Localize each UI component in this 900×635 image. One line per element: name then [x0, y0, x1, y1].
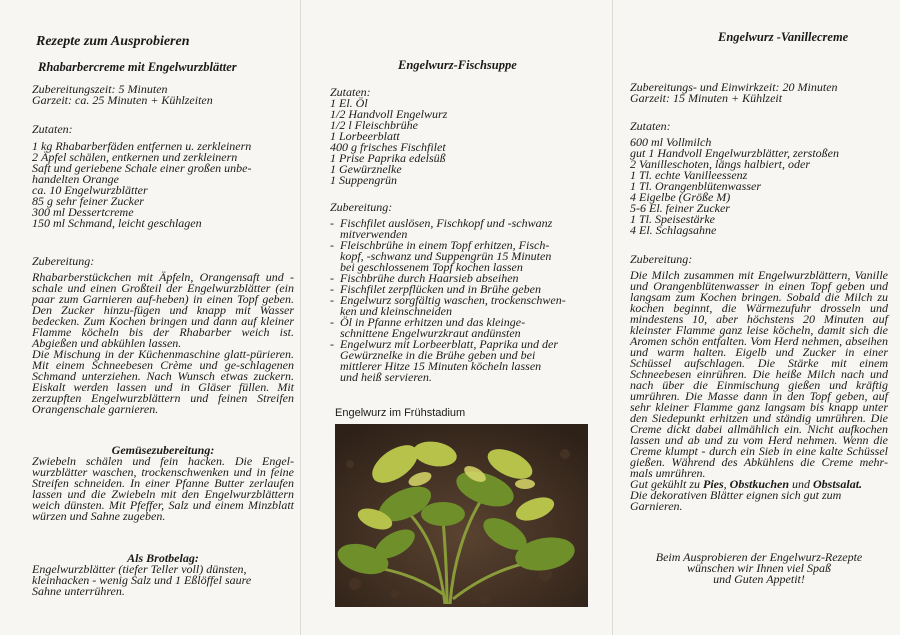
ingredient-line: Saft und geriebene Schale einer großen unbe- — [32, 161, 252, 175]
ingredient-line: 600 ml Vollmilch — [630, 135, 712, 149]
ingredient-line: gut 1 Handvoll Engelwurzblätter, zerstoßen — [630, 146, 839, 160]
recipe3-time-line: Zubereitungs- und Einwirkzeit: 20 Minuten — [630, 80, 838, 94]
angelica-plant-photo — [335, 424, 588, 607]
ingredient-line: handelten Orange — [32, 172, 119, 186]
recipe3-ingredients — [630, 121, 888, 236]
vegetable-heading: Gemüsezubereitung: — [111, 443, 215, 457]
recipe3-ingredients-heading: Zutaten: — [630, 119, 671, 133]
recipe2-prep-heading: Zubereitung: — [330, 200, 393, 214]
bread-line: Engelwurzblätter (tiefer Teller voll) dünsten, — [32, 562, 247, 576]
recipe3-prep-text: Die Milch zusammen mit Engelwurzblättern, Vanille und Orangenblütenwasser in einen Topf geben und langsam zum Kochen bringen. Sobald die Milch zu kochen beginnt, die Wärmezufuhr drosseln und mindestens 10, aber höchstens 20 Minuten auf kleinster Flamme ganz leise köcheln, damit sich die Aromen schön entfalten. Vom Herd nehmen, abseihen und warm halten. Eigelb und Zucker in einer Schüssel aufschlagen. Die Stärke mit einem Schneebesen einrühren. Die heiße Milch nach und nach über die Einmischung gießen und kräftig umrühren. Die Masse dann in den Topf geben, auf sehr kleiner Flamme ganz langsam bis knapp unter den Siedepunkt erhitzen und ständig umrühren. Die Creme dickt dabei allmählich ein. Nicht aufkochen lassen und ab und zu vom Herd nehmen. Wenn die Creme klumpt - durch ein Sieb in eine kalte Schüssel gießen. Während des Abkühlens die Creme mehr-mals umrühren. — [630, 268, 888, 480]
ingredient-line: 1 El. Öl — [330, 96, 368, 110]
step-item: - Fischfilet auslösen, Fischkopf und -schwanz mitverwenden — [330, 218, 592, 240]
ingredient-line: 1 Prise Paprika edelsüß — [330, 151, 446, 165]
step-item: - Fischbrühe durch Haarsieb abseihen — [330, 273, 592, 284]
recipe1-prep-heading: Zubereitung: — [32, 254, 95, 268]
farewell-line: wünschen wir Ihnen viel Spaß — [687, 561, 831, 575]
farewell-note — [630, 552, 888, 585]
bread-heading: Als Brotbelag: — [127, 551, 199, 565]
recipe3-title: Engelwurz -Vanillecreme — [718, 30, 849, 44]
fold-line-right — [612, 0, 613, 635]
recipe3-closing-line: Garnieren. — [630, 499, 683, 513]
recipe1-bread-topping — [32, 553, 294, 597]
recipe2-ingredients-heading: Zutaten: — [330, 85, 371, 99]
step-item: - Engelwurz sorgfältig waschen, trockenschwen- ken und kleinschneiden — [330, 295, 592, 317]
ingredient-line: 1 Tl. echte Vanilleessenz — [630, 168, 748, 182]
ingredient-line: 2 Vanilleschoten, längs halbiert, oder — [630, 157, 810, 171]
step-item: - Öl in Pfanne erhitzen und das kleinge- schnittene Engelwurzkraut andünsten — [330, 317, 592, 339]
recipe3-serving-line: Gut gekühlt zu Pies, Obstkuchen und Obstsalat. — [630, 477, 863, 491]
recipe2-steps — [330, 218, 592, 383]
ingredient-line: 1/2 Handvoll Engelwurz — [330, 107, 448, 121]
ingredient-line: 5-6 El. feiner Zucker — [630, 201, 730, 215]
recipe2-ingredients — [330, 87, 592, 186]
ingredient-line: 4 El. Schlagsahne — [630, 223, 717, 237]
recipe1-time-line: Garzeit: ca. 25 Minuten + Kühlzeiten — [32, 93, 213, 107]
fold-line-left — [300, 0, 301, 635]
ingredient-line: 150 ml Schmand, leicht geschlagen — [32, 216, 202, 230]
bread-line: kleinhacken - wenig Salz und 1 Eßlöffel saure — [32, 573, 252, 587]
ingredient-line: 4 Eigelbe (Größe M) — [630, 190, 731, 204]
plant-illustration — [335, 424, 588, 607]
recipe1-vegetable — [32, 445, 294, 522]
recipe3-preparation — [630, 254, 888, 512]
ingredient-line: 1 Tl. Speisestärke — [630, 212, 715, 226]
recipe1-times — [32, 84, 294, 106]
ingredient-line: 1 Gewürznelke — [330, 162, 402, 176]
ingredient-line: 2 Äpfel schälen, entkernen und zerkleinern — [32, 150, 238, 164]
page-title: Rezepte zum Ausprobieren — [36, 34, 190, 49]
recipe3-times — [630, 82, 888, 104]
ingredient-line: 300 ml Dessertcreme — [32, 205, 134, 219]
ingredient-line: 85 g sehr feiner Zucker — [32, 194, 144, 208]
ingredient-line: 1 Tl. Orangenblütenwasser — [630, 179, 762, 193]
recipe1-ingredients-heading: Zutaten: — [32, 122, 73, 136]
recipe3-time-line: Garzeit: 15 Minuten + Kühlzeit — [630, 91, 783, 105]
ingredient-line: ca. 10 Engelwurzblätter — [32, 183, 148, 197]
ingredient-line: 1 Lorbeerblatt — [330, 129, 400, 143]
farewell-line: und Guten Appetit! — [713, 572, 805, 586]
recipe1-title: Rhabarbercreme mit Engelwurzblätter — [38, 60, 237, 74]
ingredient-line: 1/2 l Fleischbrühe — [330, 118, 418, 132]
farewell-line: Beim Ausprobieren der Engelwurz-Rezepte — [655, 550, 863, 564]
recipe1-time-line: Zubereitungszeit: 5 Minuten — [32, 82, 168, 96]
vegetable-text: Zwiebeln schälen und fein hacken. Die Engel-wurzblätter waschen, trockenschwenken und in feine Streifen schneiden. In einer Pfanne Butter zerlaufen lassen und die Zwiebeln mit den Engelwurzblättern weich dünsten. Mit Pfeffer, Salz und einem Minzblatt würzen und Sahne zugeben. — [32, 454, 294, 523]
step-item: - Engelwurz mit Lorbeerblatt, Paprika und der Gewürznelke in die Brühe geben und bei mittlerer Hitze 15 Minuten köcheln lassen und heiß servieren. — [330, 339, 592, 383]
ingredient-line: 1 kg Rhabarberfäden entfernen u. zerkleinern — [32, 139, 252, 153]
recipe1-prep-paragraph: Rhabarberstückchen mit Äpfeln, Orangensaft und -schale und einen Großteil der Engelwurzblätter (ein paar zum Garnieren auf-heben) in einen Topf geben. Den Zucker hinzu-fügen und knapp mit Wasser bedecken. Zum Kochen bringen und dann auf kleiner Flamme köcheln bis der Rhabarber weich ist. Abgießen und abkühlen lassen. — [32, 270, 294, 350]
recipe2-title: Engelwurz-Fischsuppe — [398, 58, 517, 72]
ingredient-line: 1 Suppengrün — [330, 173, 397, 187]
step-item: - Fleischbrühe in einem Topf erhitzen, Fisch- kopf, -schwanz und Suppengrün 15 Minuten bei geschlossenem Topf kochen lassen — [330, 240, 592, 273]
ingredient-line: 400 g frisches Fischfilet — [330, 140, 446, 154]
photo-caption: Engelwurz im Frühstadium — [335, 407, 466, 419]
recipe3-prep-heading: Zubereitung: — [630, 252, 693, 266]
bread-line: Sahne unterrühren. — [32, 584, 125, 598]
recipe1-prep-paragraph: Die Mischung in der Küchenmaschine glatt-pürieren. Mit einem Schneebesen Crème und ge-schlagenen Schmand unterziehen. Nach Wunsch etwas zuckern. Eiskalt werden lassen und in Gläser füllen. Mit zerzupften Engelwurzblättern und feinen Streifen Orangenschale garnieren. — [32, 347, 294, 416]
recipe1-preparation — [32, 256, 294, 415]
recipe1-ingredients — [32, 124, 294, 229]
recipe3-closing-line: Die dekorativen Blätter eignen sich gut zum — [630, 488, 842, 502]
recipe2-preparation — [330, 202, 592, 383]
step-item: - Fischfilet zerpflücken und in Brühe geben — [330, 284, 592, 295]
